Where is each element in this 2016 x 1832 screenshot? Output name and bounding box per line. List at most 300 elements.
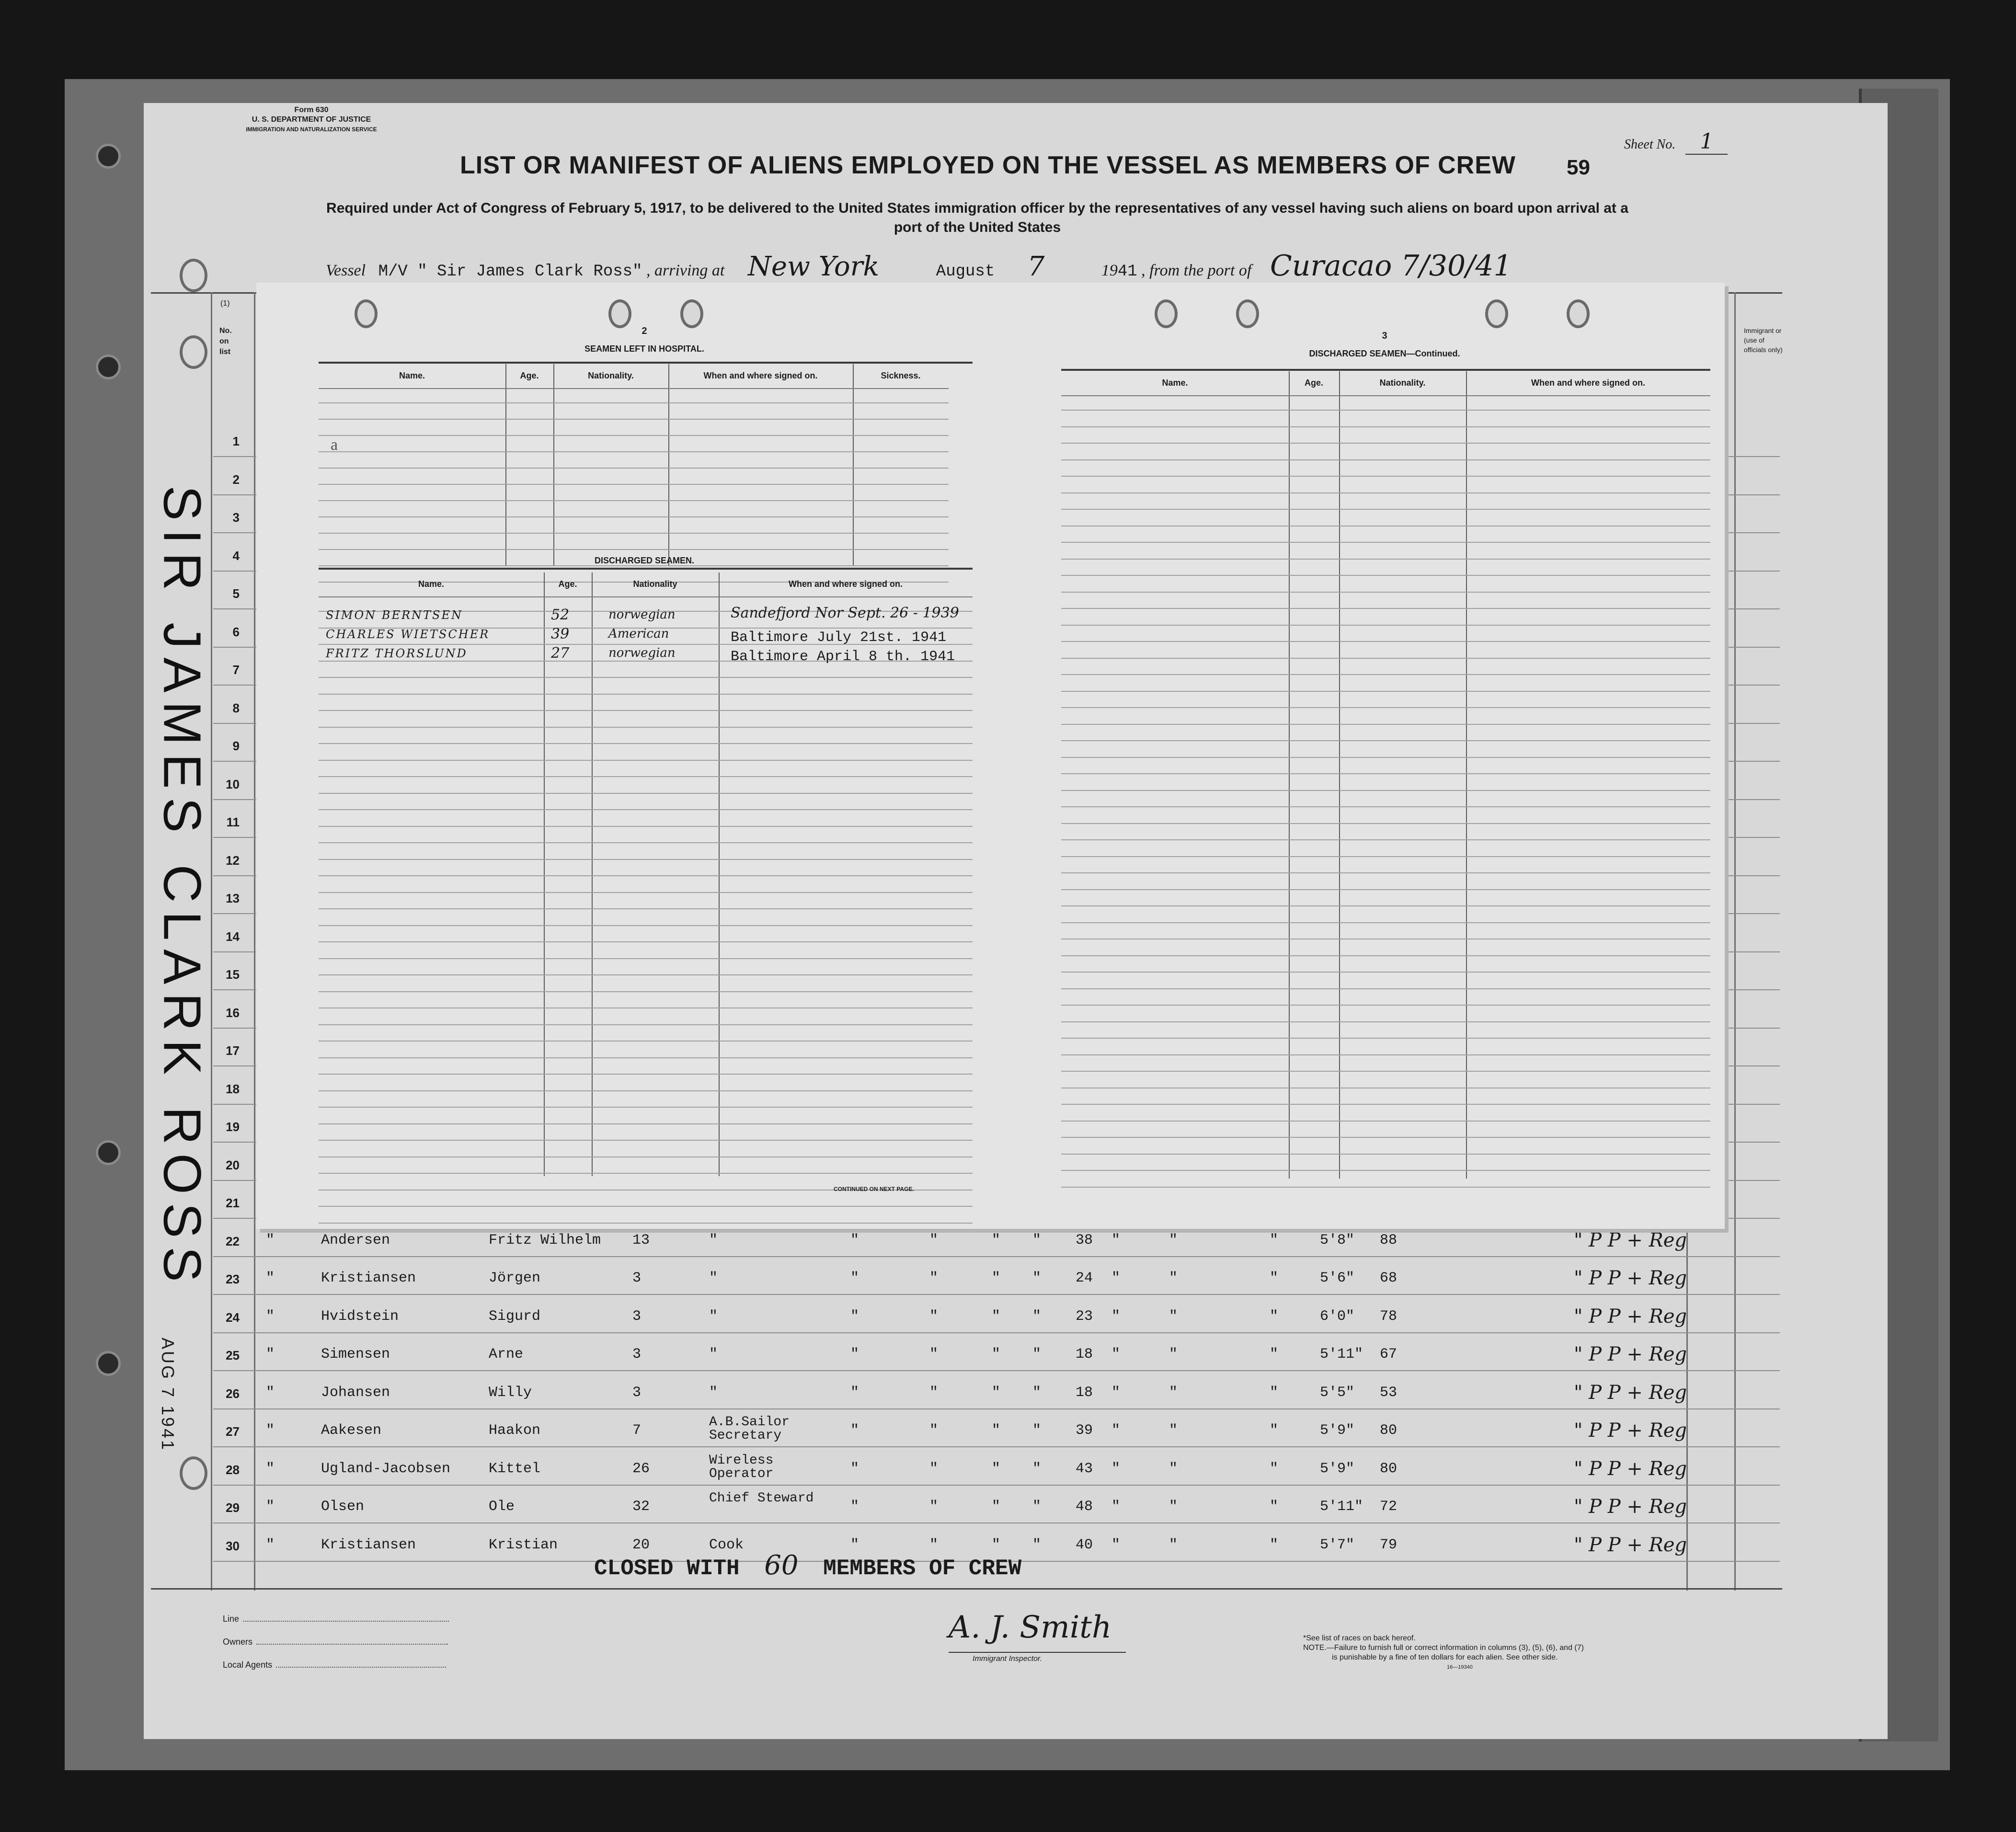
crew-weight: 53 (1380, 1384, 1397, 1401)
row-number: 28 (226, 1462, 240, 1477)
crew-given: Willy (489, 1384, 532, 1401)
row-number: 7 (232, 663, 240, 677)
row-rule (319, 760, 973, 761)
row-rule (319, 958, 973, 959)
row-rule (319, 941, 973, 942)
row-rule (319, 1156, 973, 1157)
crew-weight: 80 (1380, 1422, 1397, 1439)
crew-height: 5'9" (1320, 1422, 1355, 1439)
table-rule (319, 362, 973, 364)
crew-age: 18 (1076, 1384, 1093, 1401)
crew-mark: " P P + Reg (1574, 1229, 1687, 1251)
discharged-name: FRITZ THORSLUND (326, 647, 468, 660)
row-rule (319, 1024, 973, 1025)
row-rule (319, 859, 973, 860)
row-rule (1061, 707, 1710, 708)
row-number: 8 (232, 700, 240, 715)
crew-d7: " (1270, 1346, 1279, 1363)
punch-hole (355, 299, 378, 328)
row-number: 29 (226, 1500, 240, 1515)
crew-d3: " (992, 1422, 1001, 1439)
row-rule (1061, 724, 1710, 725)
row-rule (319, 793, 973, 794)
row-rule (1061, 1005, 1710, 1006)
punch-hole (180, 335, 207, 369)
row-rule (1061, 1154, 1710, 1155)
column-header: Age. (558, 579, 577, 589)
crew-age: 38 (1076, 1232, 1093, 1248)
row-rule (319, 826, 973, 827)
form-code: 16—19340 (1447, 1664, 1473, 1670)
crew-age: 39 (1076, 1422, 1093, 1439)
crew-d1: " (850, 1232, 859, 1248)
crew-row (0, 1229, 1773, 1261)
row-number: 6 (232, 624, 240, 639)
discharged-continued-title: DISCHARGED SEAMEN—Continued. (1309, 349, 1460, 358)
row-rule (319, 743, 973, 744)
crew-mark: " P P + Reg (1574, 1381, 1687, 1404)
crew-height: 5'9" (1320, 1460, 1355, 1477)
row-rule (1061, 426, 1710, 427)
row-rule (1061, 492, 1710, 493)
crew-given: Jörgen (489, 1270, 541, 1286)
row-number: 18 (226, 1081, 240, 1096)
column-header: Name. (1162, 378, 1188, 388)
column-number-1: (1) (220, 299, 230, 308)
row-rule (319, 908, 973, 909)
discharged-name: SIMON BERNTSEN (326, 608, 463, 622)
crew-years: 3 (632, 1308, 641, 1325)
page-number: 59 (1567, 156, 1590, 179)
discharged-age: 52 (551, 607, 570, 623)
row-rule (1061, 641, 1710, 642)
crew-ditto: " (266, 1460, 275, 1477)
column-rule (553, 364, 554, 565)
row-rule (1061, 1187, 1710, 1188)
row-rule (319, 468, 949, 469)
crew-d5: " (1111, 1460, 1121, 1477)
row-rule (1061, 526, 1710, 527)
header-rule (319, 388, 949, 389)
table-rule (1061, 369, 1710, 371)
subtitle-line-1: Required under Act of Congress of February 5, 1917, to be delivered to the United States immigration officer by the representatives of any vessel having such aliens on board upon arrival at a (326, 200, 1628, 216)
discharged-age: 39 (551, 626, 570, 642)
crew-years: 26 (632, 1460, 650, 1477)
row-rule (319, 1057, 973, 1058)
discharged-name: CHARLES WIETSCHER (326, 628, 490, 641)
crew-mark: " P P + Reg (1574, 1534, 1687, 1556)
crew-d6: " (1169, 1270, 1178, 1286)
row-rule (1061, 889, 1710, 890)
crew-d1: " (850, 1346, 859, 1363)
row-rule (319, 1107, 973, 1108)
from-port-label: , from the port of (1141, 262, 1252, 279)
crew-given: Kristian (489, 1536, 558, 1553)
crew-d1: " (850, 1270, 859, 1286)
vessel-name: M/V " Sir James Clark Ross" (378, 263, 642, 281)
crew-d2: " (929, 1422, 939, 1439)
header-rule (1061, 395, 1710, 396)
row-rule (1061, 988, 1710, 989)
continued-note: CONTINUED ON NEXT PAGE. (834, 1186, 914, 1192)
discharged-signed-on: Sandefjord Nor Sept. 26 - 1939 (731, 605, 959, 621)
crew-mark: " P P + Reg (1574, 1420, 1687, 1442)
row-rule (319, 451, 949, 452)
crew-height: 5'6" (1320, 1270, 1355, 1286)
crew-weight: 68 (1380, 1270, 1397, 1286)
crew-d7: " (1270, 1270, 1279, 1286)
crew-d4: " (1032, 1460, 1042, 1477)
row-rule (319, 419, 949, 420)
row-rule (319, 677, 973, 678)
crew-d7: " (1270, 1232, 1279, 1248)
row-rule (319, 875, 973, 876)
column-header: Sickness. (881, 371, 921, 380)
document-subtitle (240, 199, 1715, 237)
row-number: 2 (232, 472, 240, 487)
crew-height: 5'11" (1320, 1346, 1363, 1363)
column-header: Nationality. (1379, 378, 1426, 388)
hospital-title: SEAMEN LEFT IN HOSPITAL. (584, 344, 704, 354)
row-rule (1061, 1071, 1710, 1072)
vessel-line (326, 249, 1715, 283)
row-number: 11 (226, 815, 240, 829)
row-rule (319, 974, 973, 975)
arrival-day: 7 (1027, 251, 1045, 282)
discharged-nationality: norwegian (608, 607, 676, 622)
punch-hole (1567, 299, 1590, 328)
crew-given: Arne (489, 1346, 524, 1363)
row-rule (1061, 625, 1710, 626)
row-rule (319, 1090, 973, 1091)
row-rule (1061, 509, 1710, 510)
crew-d6: " (1169, 1422, 1178, 1439)
crew-capacity: " (709, 1270, 718, 1286)
crew-d7: " (1270, 1460, 1279, 1477)
row-rule (319, 892, 973, 893)
row-rule (1061, 459, 1710, 460)
crew-d1: " (850, 1499, 859, 1515)
crew-d2: " (929, 1384, 939, 1401)
crew-d6: " (1169, 1232, 1178, 1248)
crew-d6: " (1169, 1346, 1178, 1363)
row-rule (319, 694, 973, 695)
crew-d6: " (1169, 1536, 1178, 1553)
discharged-row (0, 628, 1006, 647)
crew-ditto: " (266, 1270, 275, 1286)
column-header: When and where signed on. (703, 371, 818, 380)
crew-years: 3 (632, 1270, 641, 1286)
row-rule (1061, 856, 1710, 857)
crew-d4: " (1032, 1422, 1042, 1439)
crew-weight: 79 (1380, 1536, 1397, 1553)
note-failure: NOTE.—Failure to furnish full or correct information in columns (3), (5), (6), and (7) (1303, 1644, 1584, 1652)
crew-d5: " (1111, 1422, 1121, 1439)
crew-d3: " (992, 1460, 1001, 1477)
punch-hole (1155, 299, 1178, 328)
row-number: 25 (226, 1348, 240, 1363)
row-rule (1061, 790, 1710, 791)
closed-suffix: MEMBERS OF CREW (823, 1556, 1022, 1581)
column-rule (505, 364, 506, 565)
crew-capacity: A.B.Sailor Secretary (709, 1415, 790, 1443)
crew-d7: " (1270, 1384, 1279, 1401)
footer-labels (223, 1607, 449, 1676)
closed-count: 60 (764, 1550, 799, 1581)
crew-d6: " (1169, 1308, 1178, 1325)
crew-d6: " (1169, 1460, 1178, 1477)
arriving-label: , arriving at (646, 262, 725, 279)
crew-surname: Kristiansen (321, 1270, 416, 1286)
column-header: Age. (520, 371, 539, 380)
row-rule (319, 1206, 973, 1207)
row-rule (319, 435, 949, 436)
row-number: 15 (226, 967, 240, 982)
crew-d4: " (1032, 1308, 1042, 1325)
binder-hole (96, 1140, 121, 1165)
department-name: U. S. DEPARTMENT OF JUSTICE (252, 115, 371, 124)
binder-hole (96, 355, 121, 379)
crew-d6: " (1169, 1384, 1178, 1401)
row-number: 16 (226, 1005, 240, 1020)
from-port: Curacao 7/30/41 (1270, 249, 1512, 283)
column-rule (668, 364, 669, 565)
row-number: 3 (232, 510, 240, 525)
owners-label: Owners (223, 1630, 449, 1653)
crew-row (0, 1305, 1773, 1337)
crew-weight: 67 (1380, 1346, 1397, 1363)
row-rule (1061, 1137, 1710, 1138)
header-rule (319, 596, 973, 597)
crew-d4: " (1032, 1270, 1042, 1286)
crew-weight: 78 (1380, 1308, 1397, 1325)
crew-d7: " (1270, 1499, 1279, 1515)
date-stamp-text: AUG 7 1941 (158, 1337, 178, 1452)
crew-d3: " (992, 1232, 1001, 1248)
row-rule (319, 1074, 973, 1075)
arrival-year: 41 (1117, 263, 1137, 281)
crew-height: 5'7" (1320, 1536, 1355, 1553)
crew-years: 3 (632, 1346, 641, 1363)
row-rule (319, 1140, 973, 1141)
row-rule (1061, 1170, 1710, 1171)
crew-d5: " (1111, 1270, 1121, 1286)
row-rule (319, 402, 949, 403)
crew-given: Ole (489, 1499, 515, 1515)
column-header: Nationality. (588, 371, 634, 380)
discharged-nationality: norwegian (608, 646, 676, 660)
row-number: 5 (232, 586, 240, 601)
hospital-mark: a (331, 436, 338, 454)
sheet-number-field (1624, 129, 1728, 154)
crew-ditto: " (266, 1346, 275, 1363)
punch-hole (608, 299, 631, 328)
discharged-nationality: American (608, 627, 669, 641)
row-number: 24 (226, 1310, 240, 1325)
crew-capacity: Wireless Operator (709, 1453, 774, 1481)
crew-d3: " (992, 1499, 1001, 1515)
column-header: Age. (1304, 378, 1323, 388)
discharged-signed-on: Baltimore July 21st. 1941 (731, 630, 947, 646)
closed-stamp (594, 1550, 1021, 1581)
row-rule (319, 484, 949, 485)
crew-mark: " P P + Reg (1574, 1496, 1687, 1518)
crew-ditto: " (266, 1499, 275, 1515)
row-rule (1061, 575, 1710, 576)
punch-hole (680, 299, 703, 328)
crew-d4: " (1032, 1536, 1042, 1553)
crew-years: 32 (632, 1499, 650, 1515)
crew-surname: Ugland-Jacobsen (321, 1460, 451, 1477)
crew-row (0, 1381, 1773, 1413)
row-rule (1061, 1121, 1710, 1122)
crew-height: 6'0" (1320, 1308, 1355, 1325)
crew-ditto: " (266, 1384, 275, 1401)
crew-height: 5'8" (1320, 1232, 1355, 1248)
row-number: 27 (226, 1424, 240, 1439)
row-rule (1061, 1021, 1710, 1022)
crew-surname: Hvidstein (321, 1308, 399, 1325)
crew-d5: " (1111, 1346, 1121, 1363)
crew-d7: " (1270, 1422, 1279, 1439)
crew-d1: " (850, 1384, 859, 1401)
binder-hole (96, 144, 121, 169)
crew-age: 48 (1076, 1499, 1093, 1515)
crew-d7: " (1270, 1308, 1279, 1325)
row-rule (1061, 1104, 1710, 1105)
crew-d7: " (1270, 1536, 1279, 1553)
row-number: 13 (226, 891, 240, 905)
crew-years: 3 (632, 1384, 641, 1401)
crew-d3: " (992, 1308, 1001, 1325)
row-rule (319, 727, 973, 728)
crew-given: Haakon (489, 1422, 541, 1439)
crew-surname: Andersen (321, 1232, 390, 1248)
crew-age: 40 (1076, 1536, 1093, 1553)
crew-surname: Kristiansen (321, 1536, 416, 1553)
crew-d4: " (1032, 1232, 1042, 1248)
row-rule (1061, 922, 1710, 923)
crew-row (0, 1343, 1773, 1375)
column-rule (853, 364, 854, 565)
form-header (201, 105, 422, 134)
crew-mark: " P P + Reg (1574, 1267, 1687, 1289)
crew-d3: " (992, 1270, 1001, 1286)
arrival-month: August (936, 263, 995, 281)
crew-d1: " (850, 1536, 859, 1553)
crew-weight: 88 (1380, 1232, 1397, 1248)
crew-surname: Olsen (321, 1499, 365, 1515)
row-number: 20 (226, 1157, 240, 1172)
column-header: When and where signed on. (1531, 378, 1646, 388)
crew-given: Fritz Wilhelm (489, 1232, 601, 1248)
row-number: 21 (226, 1196, 240, 1210)
crew-d2: " (929, 1346, 939, 1363)
crew-given: Kittel (489, 1460, 541, 1477)
row-rule (319, 500, 949, 501)
crew-height: 5'11" (1320, 1499, 1363, 1515)
form-number: Form 630 (294, 106, 329, 114)
row-rule (1061, 1054, 1710, 1055)
column-header: When and where signed on. (788, 579, 903, 589)
crew-mark: " P P + Reg (1574, 1343, 1687, 1365)
row-rule (1061, 592, 1710, 593)
local-agents-label: Local Agents (223, 1653, 449, 1676)
crew-age: 24 (1076, 1270, 1093, 1286)
crew-weight: 72 (1380, 1499, 1397, 1515)
row-number: 17 (226, 1043, 240, 1058)
crew-mark: " P P + Reg (1574, 1305, 1687, 1328)
column-header: Name. (418, 579, 445, 589)
row-rule (1061, 839, 1710, 840)
crew-d5: " (1111, 1384, 1121, 1401)
row-rule (319, 549, 949, 550)
footer-rule (151, 1588, 1782, 1590)
crew-d6: " (1169, 1499, 1178, 1515)
punch-hole (1485, 299, 1508, 328)
crew-age: 23 (1076, 1308, 1093, 1325)
crew-d5: " (1111, 1232, 1121, 1248)
row-number: 14 (226, 929, 240, 944)
crew-d2: " (929, 1270, 939, 1286)
crew-capacity: Cook (709, 1536, 744, 1553)
sheet-label: Sheet No. (1624, 137, 1676, 152)
crew-d2: " (929, 1232, 939, 1248)
row-rule (319, 1041, 973, 1042)
crew-surname: Simensen (321, 1346, 390, 1363)
crew-row (0, 1453, 1773, 1489)
section-3-number: 3 (1382, 331, 1387, 341)
row-rule (1061, 740, 1710, 741)
row-rule (319, 809, 973, 810)
row-rule (1061, 955, 1710, 956)
crew-d2: " (929, 1308, 939, 1325)
row-rule (1061, 443, 1710, 444)
official-use-label: (use of officials only) (1744, 336, 1783, 354)
immigrant-label: Immigrant or (1744, 327, 1782, 334)
vessel-stamp-text: SIR JAMES CLARK ROSS (152, 485, 212, 1291)
punch-hole (1236, 299, 1259, 328)
row-number: 22 (226, 1234, 240, 1248)
subtitle-line-2: port of the United States (893, 219, 1061, 235)
crew-height: 5'5" (1320, 1384, 1355, 1401)
row-rule (1061, 658, 1710, 659)
row-rule (1061, 674, 1710, 675)
row-number: 26 (226, 1386, 240, 1401)
row-rule (319, 776, 973, 777)
crew-d1: " (850, 1460, 859, 1477)
crew-given: Sigurd (489, 1308, 541, 1325)
crew-capacity: " (709, 1308, 718, 1325)
service-name: IMMIGRATION AND NATURALIZATION SERVICE (246, 126, 377, 133)
discharged-title: DISCHARGED SEAMEN. (594, 556, 695, 565)
crew-row (0, 1491, 1773, 1527)
arrival-year-prefix: 19 (1101, 262, 1118, 279)
row-rule (1061, 905, 1710, 906)
crew-capacity: " (709, 1232, 718, 1248)
sheet-number: 1 (1685, 129, 1728, 155)
crew-d3: " (992, 1536, 1001, 1553)
crew-row (0, 1267, 1773, 1299)
crew-weight: 80 (1380, 1460, 1397, 1477)
punch-hole (180, 259, 207, 292)
crew-surname: Johansen (321, 1384, 390, 1401)
row-rule (1061, 542, 1710, 543)
arrival-port: New York (747, 251, 880, 282)
crew-surname: Aakesen (321, 1422, 382, 1439)
crew-years: 13 (632, 1232, 650, 1248)
row-rule (1061, 410, 1710, 411)
